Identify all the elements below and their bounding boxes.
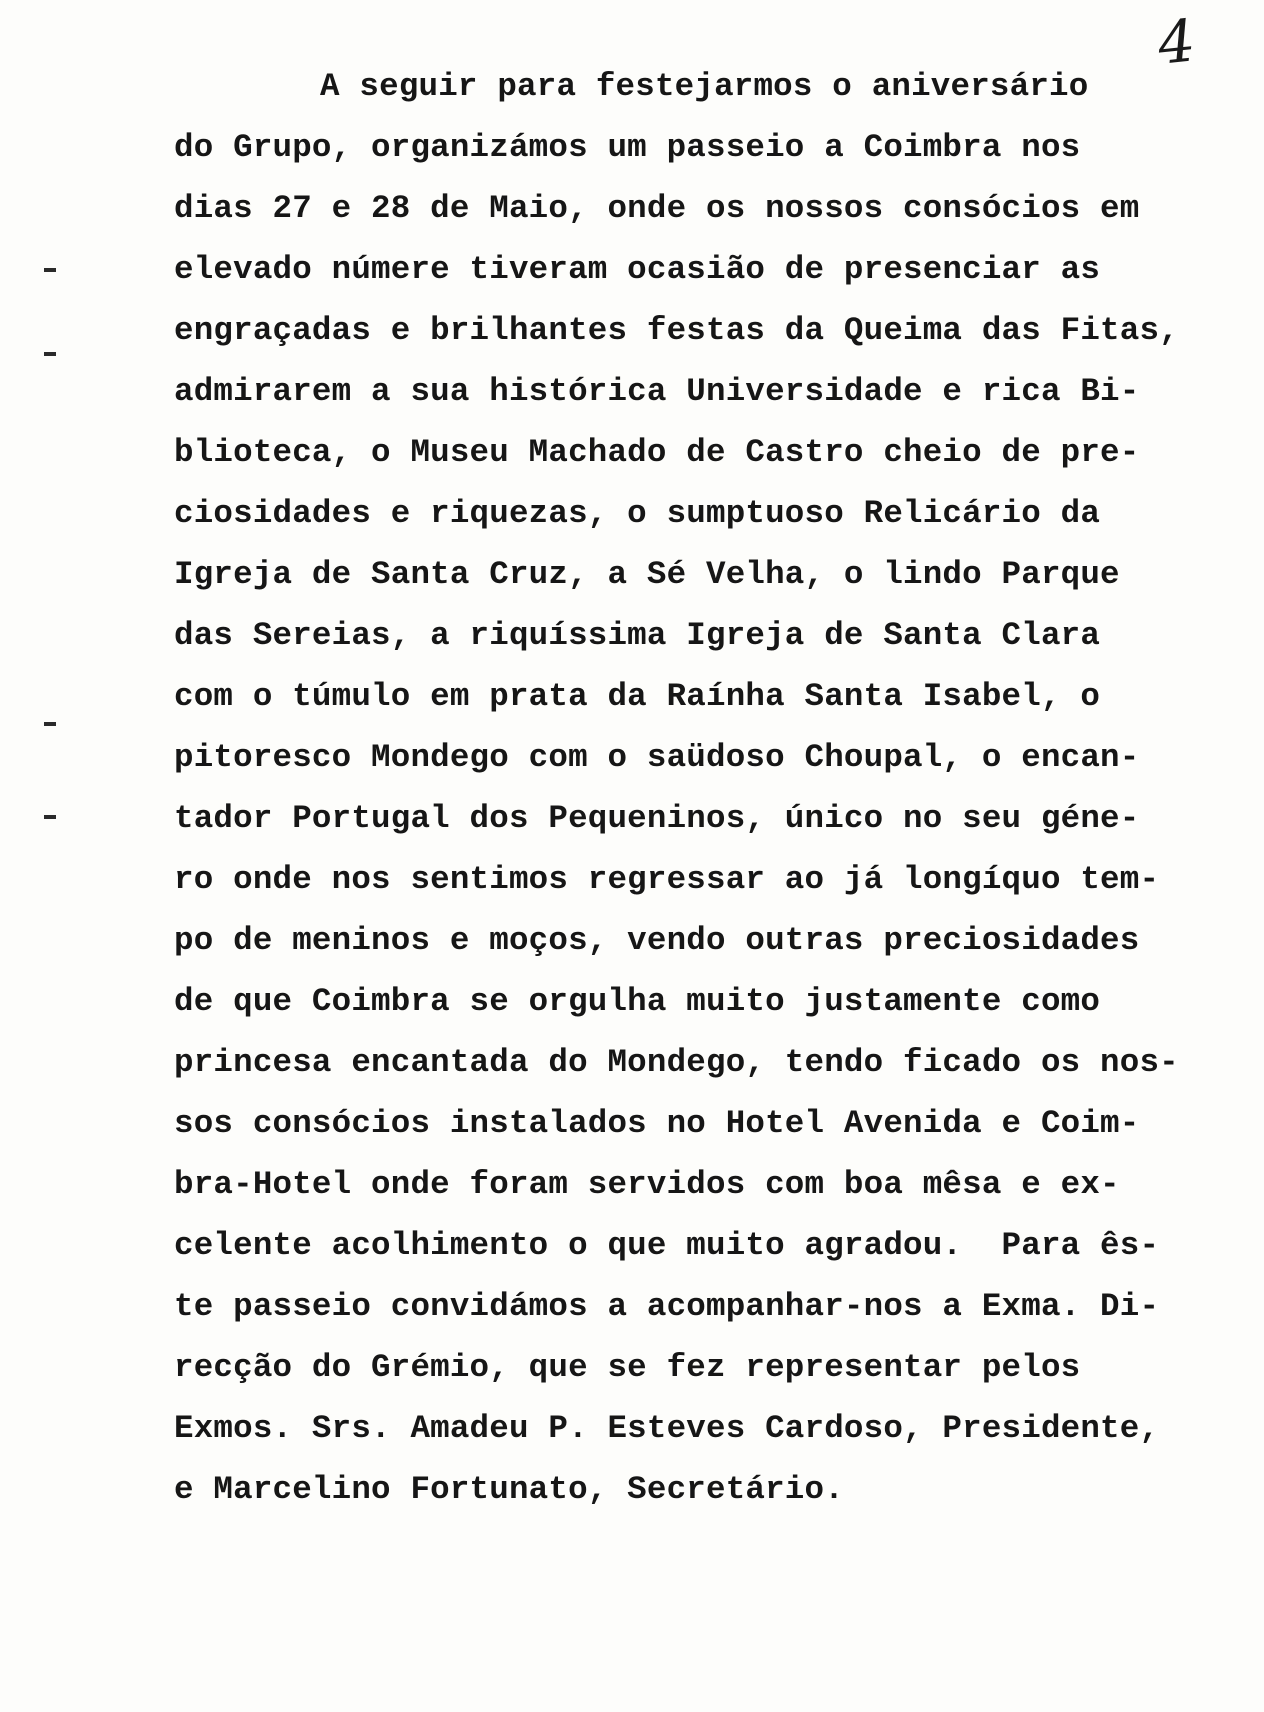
text-line: Exmos. Srs. Amadeu P. Esteves Cardoso, Presidente, xyxy=(174,1410,1160,1447)
text-line: te passeio convidámos a acompanhar-nos a Exma. Di- xyxy=(174,1288,1160,1325)
text-line: bra-Hotel onde foram servidos com boa mêsa e ex- xyxy=(174,1166,1120,1203)
text-line: admirarem a sua histórica Universidade e rica Bi- xyxy=(174,373,1140,410)
text-line: sos consócios instalados no Hotel Avenida e Coim- xyxy=(174,1105,1140,1142)
page-number: 4 xyxy=(1154,6,1199,78)
text-line: com o túmulo em prata da Raínha Santa Isabel, o xyxy=(174,678,1101,715)
text-line: ciosidades e riquezas, o sumptuoso Relicário da xyxy=(174,495,1101,532)
text-line: princesa encantada do Mondego, tendo ficado os nos- xyxy=(174,1044,1179,1081)
text-line: das Sereias, a riquíssima Igreja de Santa Clara xyxy=(174,617,1101,654)
text-line: A seguir para festejarmos o aniversário xyxy=(320,68,1089,105)
text-line: dias 27 e 28 de Maio, onde os nossos consócios em xyxy=(174,190,1140,227)
text-line: Igreja de Santa Cruz, a Sé Velha, o lindo Parque xyxy=(174,556,1120,593)
text-line: e Marcelino Fortunato, Secretário. xyxy=(174,1471,844,1508)
text-line: de que Coimbra se orgulha muito justamente como xyxy=(174,983,1101,1020)
text-line: po de meninos e moços, vendo outras preciosidades xyxy=(174,922,1140,959)
text-line: tador Portugal dos Pequeninos, único no seu géne- xyxy=(174,800,1140,837)
text-line: ro onde nos sentimos regressar ao já longíquo tem- xyxy=(174,861,1160,898)
text-line: pitoresco Mondego com o saüdoso Choupal, o encan- xyxy=(174,739,1140,776)
text-line: elevado númere tiveram ocasião de presenciar as xyxy=(174,251,1101,288)
text-line: do Grupo, organizámos um passeio a Coimbra nos xyxy=(174,129,1081,166)
text-line: celente acolhimento o que muito agradou. Para ês- xyxy=(174,1227,1160,1264)
text-line: blioteca, o Museu Machado de Castro cheio de pre- xyxy=(174,434,1140,471)
text-line: engraçadas e brilhantes festas da Queima das Fitas, xyxy=(174,312,1179,349)
text-line: recção do Grémio, que se fez representar pelos xyxy=(174,1349,1081,1386)
